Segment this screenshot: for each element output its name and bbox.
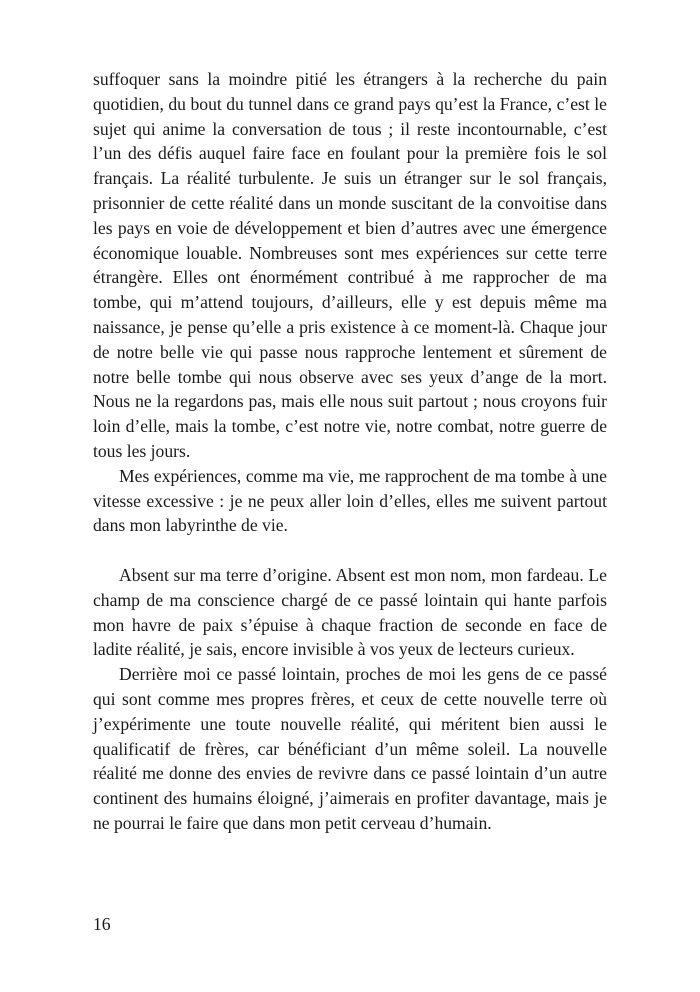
paragraph-3: Absent sur ma terre d’origine. Absent est mon nom, mon fardeau. Le champ de ma conscience chargé de ce passé lointain qui hante parfois mon havre de paix s’épuise à chaque fraction de seconde en face de ladite réalité, je sais, encore invisible à vos yeux de lecteurs curieux. bbox=[93, 564, 607, 660]
page-body bbox=[93, 67, 607, 836]
paragraph-2: Mes expériences, comme ma vie, me rapprochent de ma tombe à une vitesse excessive : je ne peux aller loin d’elles, elles me suivent partout dans mon labyrinthe de vie. bbox=[93, 465, 607, 536]
paragraph-4: Derrière moi ce passé lointain, proches de moi les gens de ce passé qui sont comme mes propres frères, et ceux de cette nouvelle terre où j’expérimente une toute nouvelle réalité, qui méritent bien aussi le qualificatif de frères, car bénéficiant d’un même soleil. La nouvelle réalité me donne des envies de revivre dans ce passé lointain d’un autre continent des humains éloigné, j’aimerais en profiter davantage, mais je ne pourrai le faire que dans mon petit cerveau d’humain. bbox=[93, 664, 607, 833]
paragraph-1: suffoquer sans la moindre pitié les étrangers à la recherche du pain quotidien, du bout du tunnel dans ce grand pays qu’est la France, c’est le sujet qui anime la conversation de tous ; il reste incontournable, c’est l’un des défis auquel faire face en foulant pour la première fois le sol français. La réalité turbulente. Je suis un étranger sur le sol français, prisonnier de cette réalité dans un monde suscitant de la convoitise dans les pays en voie de développement et bien d’autres avec une émergence économique louable. Nombreuses sont mes expériences sur cette terre étrangère. Elles ont énormément contribué à me rapprocher de ma tombe, qui m’attend toujours, d’ailleurs, elle y est depuis même ma naissance, je pense qu’elle a pris existence à ce moment-là. Chaque jour de notre belle vie qui passe nous rapproche lentement et sûrement de notre belle tombe qui nous observe avec ses yeux d’ange de la mort. Nous ne la regardons pas, mais elle nous suit partout ; nous croyons fuir loin d’elle, mais la tombe, c’est notre vie, notre combat, notre guerre de tous les jours. bbox=[93, 69, 607, 461]
page-number: 16 bbox=[93, 914, 111, 934]
